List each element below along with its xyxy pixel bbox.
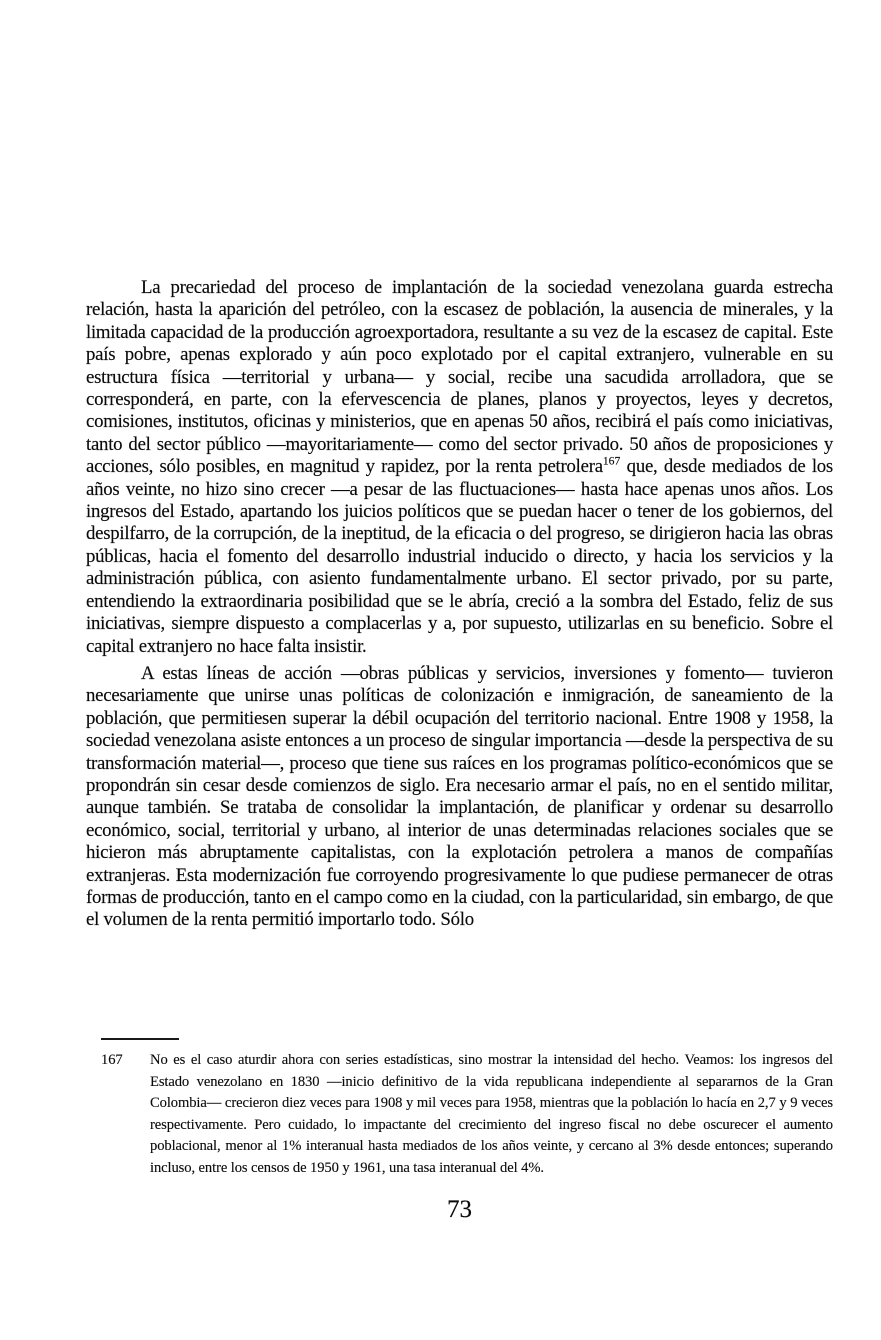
footnote-divider-rule xyxy=(101,1038,179,1040)
body-text xyxy=(86,277,833,932)
footnote-text: No es el caso aturdir ahora con series estadísticas, sino mostrar la intensidad del hecho. Veamos: los ingresos del Estado venezolano en 1830 —inicio definitivo de la vida republicana independiente al separarnos de la Gran Colombia— crecieron diez veces para 1908 y mil veces para 1958, mientras que la población lo hacía en 2,7 y 9 veces respectivamente. Pero cuidado, lo impactante del crecimiento del ingreso fiscal no debe oscurecer el aumento poblacional, menor al 1% interanual hasta mediados de los años veinte, y cercano al 3% desde entonces; superando incluso, entre los censos de 1950 y 1961, una tasa interanual del 4%. xyxy=(150,1052,833,1176)
footnote-number: 167 xyxy=(101,1052,123,1068)
footnote xyxy=(86,1050,833,1180)
paragraph-1-text-before-ref: La precariedad del proceso de implantación de la sociedad venezolana guarda estrecha relación, hasta la aparición del petróleo, con la escasez de población, la ausencia de minerales, y la limitada capacidad de la producción agroexportadora, resultante a su vez de la escasez de capital. Este país pobre, apenas explorado y aún poco explotado por el capital extranjero, vulnerable en su estructura física —territorial y urbana— y social, recibe una sacudida arrolladora, que se corresponderá, en parte, con la efervescencia de planes, planos y proyectos, leyes y decretos, comisiones, institutos, oficinas y ministerios, que en apenas 50 años, recibirá el país como iniciativas, tanto del sector público —mayoritariamente— como del sector privado. 50 años de proposiciones y acciones, sólo posibles, en magnitud y rapidez, por la renta petrolera xyxy=(86,277,833,478)
paragraph-1 xyxy=(86,277,833,658)
page-number: 73 xyxy=(447,1196,472,1223)
paragraph-2: A estas líneas de acción —obras públicas y servicios, inversiones y fomento— tuvieron necesariamente que unirse unas políticas de colonización e inmigración, de saneamiento de la población, que permitiesen superar la débil ocupación del territorio nacional. Entre 1908 y 1958, la sociedad venezolana asiste entonces a un proceso de singular importancia —desde la perspectiva de su transformación material—, proceso que tiene sus raíces en los programas político-económicos que se propondrán sin cesar desde comienzos de siglo. Era necesario armar el país, no en el sentido militar, aunque también. Se trataba de consolidar la implantación, de planificar y ordenar su desarrollo económico, social, territorial y urbano, al interior de unas determinadas relaciones sociales que se hicieron más abruptamente capitalistas, con la explotación petrolera a manos de compañías extranjeras. Esta modernización fue corroyendo progresivamente lo que pudiese permanecer de otras formas de producción, tanto en el campo como en la ciudad, con la particularidad, sin embargo, de que el volumen de la renta permitió importarlo todo. Sólo xyxy=(86,662,833,931)
paragraph-1-text-after-ref: que, desde mediados de los años veinte, no hizo sino crecer —a pesar de las fluctuaciones— hasta hace apenas unos años. Los ingresos del Estado, apartando los juicios políticos que se puedan hacer o tener de los gobiernos, del despilfarro, de la corrupción, de la ineptitud, de la eficacia o del progreso, se dirigieron hacia las obras públicas, hacia el fomento del desarrollo industrial inducido o directo, y hacia los servicios y la administración pública, con asiento fundamentalmente urbano. El sector privado, por su parte, entendiendo la extraordinaria posibilidad que se le abría, creció a la sombra del Estado, feliz de sus iniciativas, siempre dispuesto a complacerlas y a, por supuesto, utilizarlas en su beneficio. Sobre el capital extranjero no hace falta insistir. xyxy=(86,456,833,657)
footnote-area xyxy=(86,1038,833,1180)
footnote-reference: 167 xyxy=(602,454,621,468)
